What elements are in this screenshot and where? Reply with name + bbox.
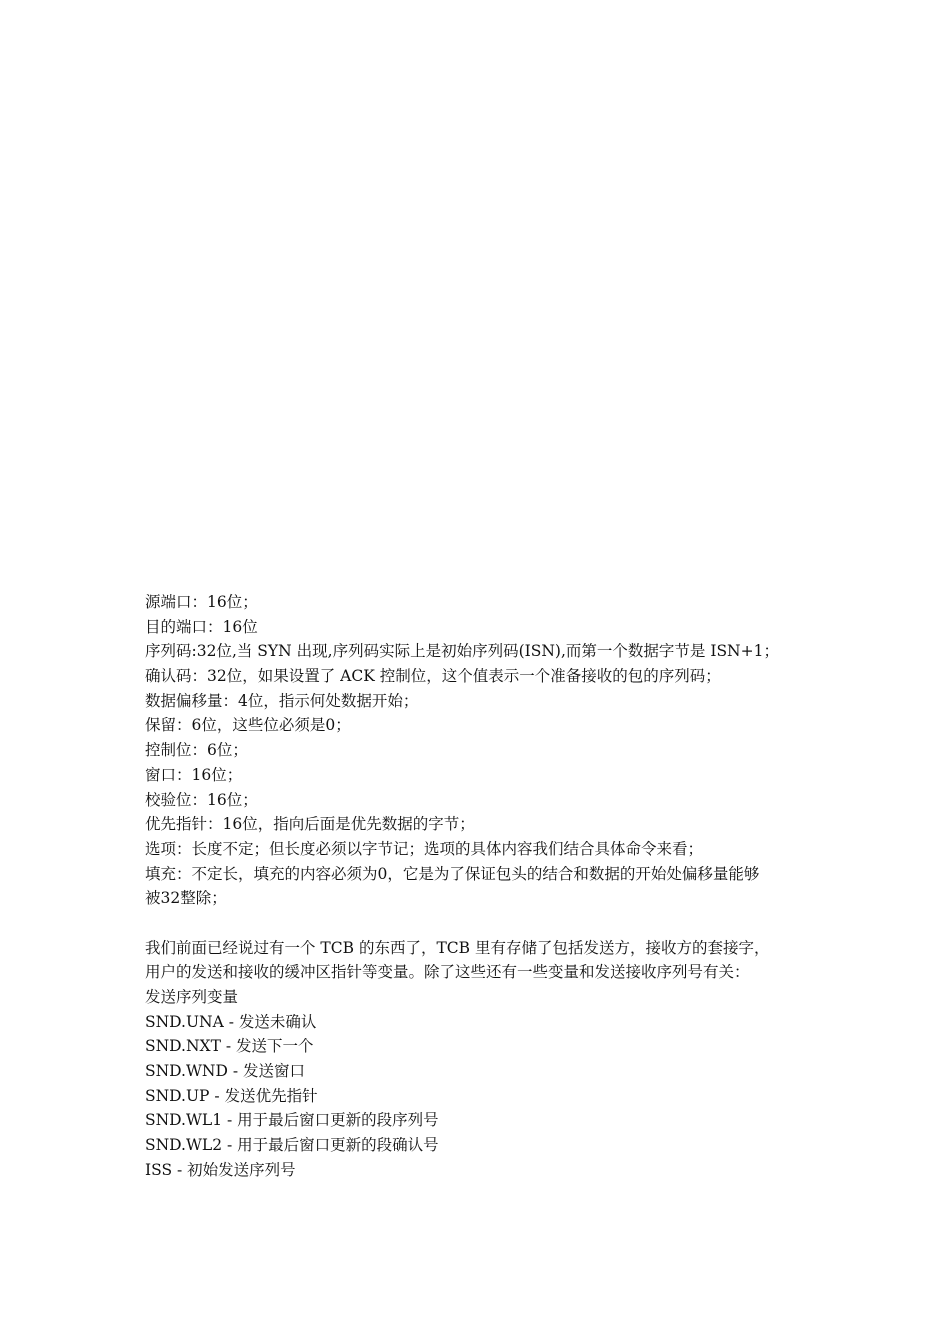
send-var-snd-una: SND.UNA - 发送未确认 [145,1012,317,1031]
tcb-paragraph-line-2: 用户的发送和接收的缓冲区指针等变量。除了这些还有一些变量和发送接收序列号有关： [145,963,750,982]
field-sequence-number: 序列码:32位,当 SYN 出现,序列码实际上是初始序列码(ISN),而第一个数据字节是 ISN+1； [145,642,779,661]
field-urgent-pointer: 优先指针：16位，指向后面是优先数据的字节； [145,815,475,834]
send-var-snd-wl1: SND.WL1 - 用于最后窗口更新的段序列号 [145,1111,439,1130]
field-options: 选项：长度不定；但长度必须以字节记；选项的具体内容我们结合具体命令来看； [145,839,704,858]
send-var-snd-up: SND.UP - 发送优先指针 [145,1086,318,1105]
send-var-snd-wl2: SND.WL2 - 用于最后窗口更新的段确认号 [145,1136,439,1155]
field-padding-line-1: 填充：不定长，填充的内容必须为0，它是为了保证包头的结合和数据的开始处偏移量能够 [145,864,760,883]
field-destination-port: 目的端口：16位 [145,617,258,636]
document-body [145,590,815,1183]
paragraph-spacer [145,911,815,936]
field-ack-number: 确认码：32位，如果设置了 ACK 控制位，这个值表示一个准备接收的包的序列码； [145,667,721,686]
field-reserved: 保留：6位，这些位必须是0； [145,716,351,735]
send-var-snd-wnd: SND.WND - 发送窗口 [145,1062,305,1081]
field-window: 窗口：16位； [145,765,243,784]
field-checksum: 校验位：16位； [145,790,258,809]
field-padding-line-2: 被32整除； [145,889,227,908]
field-control-bits: 控制位：6位； [145,741,248,760]
field-source-port: 源端口：16位； [145,593,258,611]
send-var-snd-nxt: SND.NXT - 发送下一个 [145,1037,314,1056]
send-sequence-heading: 发送序列变量 [145,988,239,1006]
field-data-offset: 数据偏移量：4位，指示何处数据开始； [145,691,419,710]
tcb-paragraph-line-1: 我们前面已经说过有一个 TCB 的东西了，TCB 里有存储了包括发送方，接收方的套接字， [145,938,770,957]
send-var-iss: ISS - 初始发送序列号 [145,1160,296,1179]
